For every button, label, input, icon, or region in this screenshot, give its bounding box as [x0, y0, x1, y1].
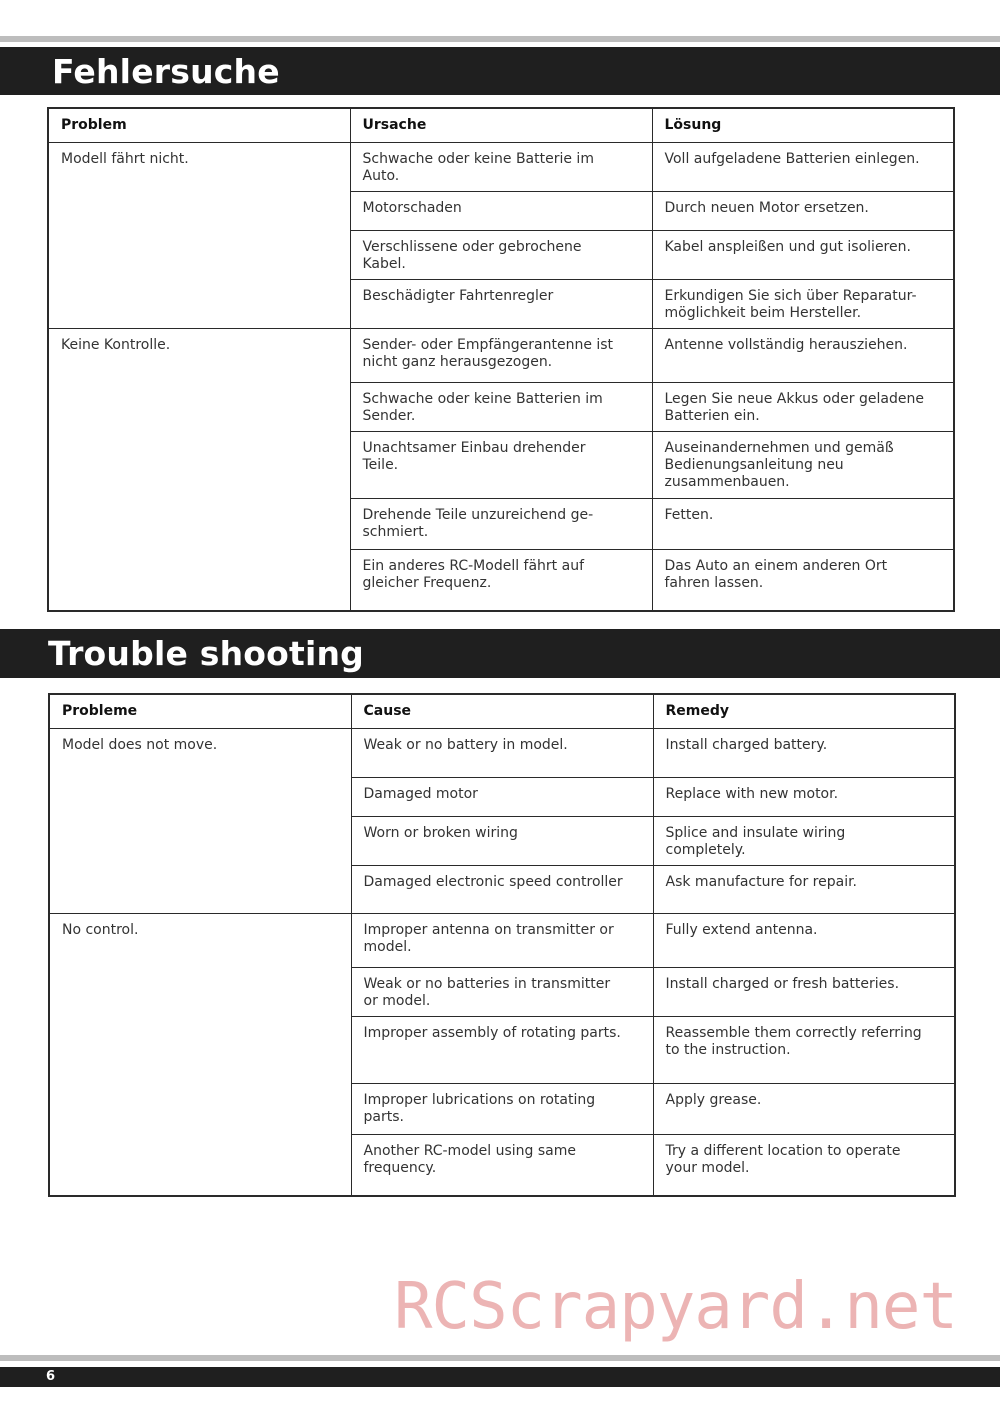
remedy-cell [653, 1016, 955, 1083]
remedy-cell [653, 967, 955, 1016]
problem-text: Modell fährt nicht. [61, 150, 189, 167]
column-header-remedy: Remedy [653, 694, 955, 728]
column-header-problem: Probleme [49, 694, 351, 728]
problem-text: No control. [62, 921, 139, 938]
remedy-text: Try a different location to operate your model. [665, 1142, 901, 1176]
cause-cell [350, 191, 652, 230]
cause-text: Beschädigter Fahrtenregler [362, 287, 554, 304]
cause-text: Ein anderes RC-Modell fährt auf gleicher Frequenz. [362, 557, 585, 591]
remedy-text: Das Auto an einem anderen Ort fahren lassen. [664, 557, 888, 591]
remedy-text: Fully extend antenna. [665, 921, 818, 938]
remedy-cell [652, 382, 954, 431]
remedy-cell [653, 1134, 955, 1196]
remedy-text: Apply grease. [665, 1091, 762, 1108]
page-footer-bar [0, 1367, 1000, 1387]
remedy-text: Reassemble them correctly referring to the instruction. [665, 1024, 922, 1058]
cause-text: Improper lubrications on rotating parts. [363, 1091, 596, 1125]
remedy-cell [653, 865, 955, 913]
cause-text: Verschlissene oder gebrochene Kabel. [362, 238, 582, 272]
table-row [49, 728, 955, 777]
remedy-text: Erkundigen Sie sich über Reparatur- möglichkeit beim Hersteller. [664, 287, 917, 321]
cause-cell [350, 230, 652, 279]
cause-text: Damaged electronic speed controller [363, 873, 623, 890]
remedy-text: Splice and insulate wiring completely. [665, 824, 846, 858]
cause-text: Weak or no batteries in transmitter or model. [363, 975, 611, 1009]
remedy-cell [653, 777, 955, 816]
remedy-text: Install charged or fresh batteries. [665, 975, 900, 992]
cause-text: Sender- oder Empfängerantenne ist nicht ganz herausgezogen. [362, 336, 614, 370]
remedy-cell [653, 816, 955, 865]
cause-text: Weak or no battery in model. [363, 736, 568, 753]
cause-cell [350, 142, 652, 191]
remedy-cell [652, 328, 954, 382]
cause-text: Schwache oder keine Batterie im Auto. [362, 150, 594, 184]
cause-cell [351, 816, 653, 865]
section-title-german: Fehlersuche [52, 51, 280, 91]
cause-text: Damaged motor [363, 785, 478, 802]
remedy-text: Voll aufgeladene Batterien einlegen. [664, 150, 920, 167]
remedy-cell [653, 913, 955, 967]
remedy-cell [652, 279, 954, 328]
problem-text: Keine Kontrolle. [61, 336, 171, 353]
cause-cell [351, 865, 653, 913]
cause-text: Improper assembly of rotating parts. [363, 1024, 621, 1041]
problem-cell [49, 728, 351, 913]
table-header-row [49, 694, 955, 728]
table-row [49, 913, 955, 967]
cause-text: Worn or broken wiring [363, 824, 518, 841]
section-header-german [0, 47, 1000, 95]
table-row [48, 142, 954, 191]
bottom-grey-rule [0, 1355, 1000, 1361]
cause-text: Schwache oder keine Batterien im Sender. [362, 390, 603, 424]
cause-cell [350, 382, 652, 431]
remedy-cell [652, 191, 954, 230]
remedy-cell [652, 230, 954, 279]
problem-cell [48, 142, 350, 328]
cause-cell [351, 728, 653, 777]
cause-text: Another RC-model using same frequency. [363, 1142, 576, 1176]
top-grey-rule [0, 36, 1000, 42]
remedy-cell [653, 1083, 955, 1134]
cause-cell [351, 1083, 653, 1134]
remedy-cell [653, 728, 955, 777]
remedy-cell [652, 498, 954, 549]
cause-cell [350, 279, 652, 328]
problem-cell [49, 913, 351, 1196]
column-header-remedy: Lösung [652, 108, 954, 142]
cause-text: Unachtsamer Einbau drehender Teile. [362, 439, 586, 473]
column-header-problem: Problem [48, 108, 350, 142]
remedy-text: Ask manufacture for repair. [665, 873, 858, 890]
problem-cell [48, 328, 350, 611]
cause-cell [351, 967, 653, 1016]
page-number: 6 [46, 1369, 56, 1384]
remedy-text: Fetten. [664, 506, 714, 523]
problem-text: Model does not move. [62, 736, 218, 753]
remedy-text: Install charged battery. [665, 736, 828, 753]
cause-text: Drehende Teile unzureichend ge- schmiert. [362, 506, 594, 540]
troubleshooting-table-english [48, 693, 956, 1197]
remedy-text: Legen Sie neue Akkus oder geladene Batterien ein. [664, 390, 924, 424]
cause-cell [351, 777, 653, 816]
column-header-cause: Cause [351, 694, 653, 728]
cause-cell [351, 913, 653, 967]
cause-cell [350, 431, 652, 498]
watermark: RCScrapyard.net [394, 1270, 957, 1344]
cause-cell [350, 549, 652, 611]
cause-text: Improper antenna on transmitter or model. [363, 921, 614, 955]
cause-cell [351, 1016, 653, 1083]
table-header-row [48, 108, 954, 142]
remedy-text: Auseinandernehmen und gemäß Bedienungsanleitung neu zusammenbauen. [664, 439, 894, 490]
cause-text: Motorschaden [362, 199, 462, 216]
remedy-cell [652, 431, 954, 498]
remedy-cell [652, 142, 954, 191]
table-row [48, 328, 954, 382]
troubleshooting-table-german [47, 107, 955, 612]
column-header-cause: Ursache [350, 108, 652, 142]
section-title-english: Trouble shooting [48, 634, 365, 673]
remedy-text: Antenne vollständig herausziehen. [664, 336, 908, 353]
section-header-english [0, 629, 1000, 678]
remedy-cell [652, 549, 954, 611]
remedy-text: Durch neuen Motor ersetzen. [664, 199, 869, 216]
remedy-text: Kabel anspleißen und gut isolieren. [664, 238, 911, 255]
cause-cell [351, 1134, 653, 1196]
remedy-text: Replace with new motor. [665, 785, 839, 802]
cause-cell [350, 328, 652, 382]
cause-cell [350, 498, 652, 549]
